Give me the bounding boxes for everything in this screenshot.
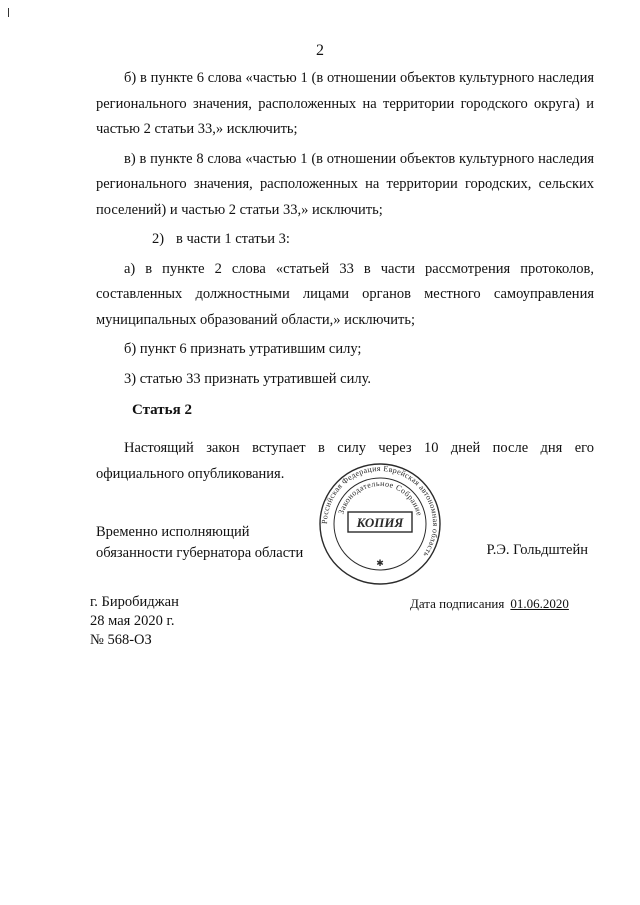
seal-star: ✱ <box>376 559 384 569</box>
law-number: № 568-ОЗ <box>90 632 152 648</box>
item-2-subitem-b: б) пункт 6 признать утратившим силу; <box>124 341 362 357</box>
law-body <box>96 66 594 396</box>
article-2-text: Настоящий закон вступает в силу через 10 дней после дня его официального опубликования. <box>96 440 594 482</box>
seal-stamp-label: КОПИЯ <box>356 515 404 530</box>
signing-date-label: Дата подписания <box>410 596 505 611</box>
signer-title <box>96 522 303 564</box>
place-city: г. Биробиджан <box>90 594 179 610</box>
signing-date-block <box>410 596 569 612</box>
signer-title-line2: обязанности губернатора области <box>96 545 304 561</box>
amendment-b: б) в пункте 6 слова «частью 1 (в отношении объектов культурного наследия регионального значения, расположенных на территории городского округа) и частью 2 статьи 33,» исключить; <box>96 70 594 137</box>
signing-date-value: 01.06.2020 <box>510 596 569 611</box>
item-3: 3) статью 33 признать утратившей силу. <box>124 370 371 387</box>
item-2-text: в части 1 статьи 3: <box>176 231 290 247</box>
margin-mark <box>8 8 9 17</box>
item-2-number: 2) <box>152 231 165 247</box>
signer-title-line1: Временно исполняющий <box>96 524 250 540</box>
seal-outer-text-path: Российская Федерация Еврейская автономная область <box>319 463 441 559</box>
place-date-block <box>90 593 179 650</box>
article-2-heading: Статья 2 <box>132 402 192 418</box>
seal-inner-text-path: Законодательное Собрание <box>336 478 425 517</box>
page-number: 2 <box>316 42 324 59</box>
amendment-v: в) в пункте 8 слова «частью 1 (в отношении объектов культурного наследия регионального значения, расположенных на территории городских, сельских поселений) и частью 2 статьи 33,» исключить; <box>96 150 594 218</box>
place-date: 28 мая 2020 г. <box>90 613 175 629</box>
signer-name: Р.Э. Гольдштейн <box>486 542 588 558</box>
item-2 <box>96 227 594 253</box>
item-2-subitem-a: а) в пункте 2 слова «статьей 33 в части рассмотрения протоколов, составленных должностными лицами органов местного самоуправления муниципальных образований области,» исключить; <box>96 260 594 328</box>
seal-inner-text <box>336 479 424 517</box>
official-seal <box>318 462 442 586</box>
